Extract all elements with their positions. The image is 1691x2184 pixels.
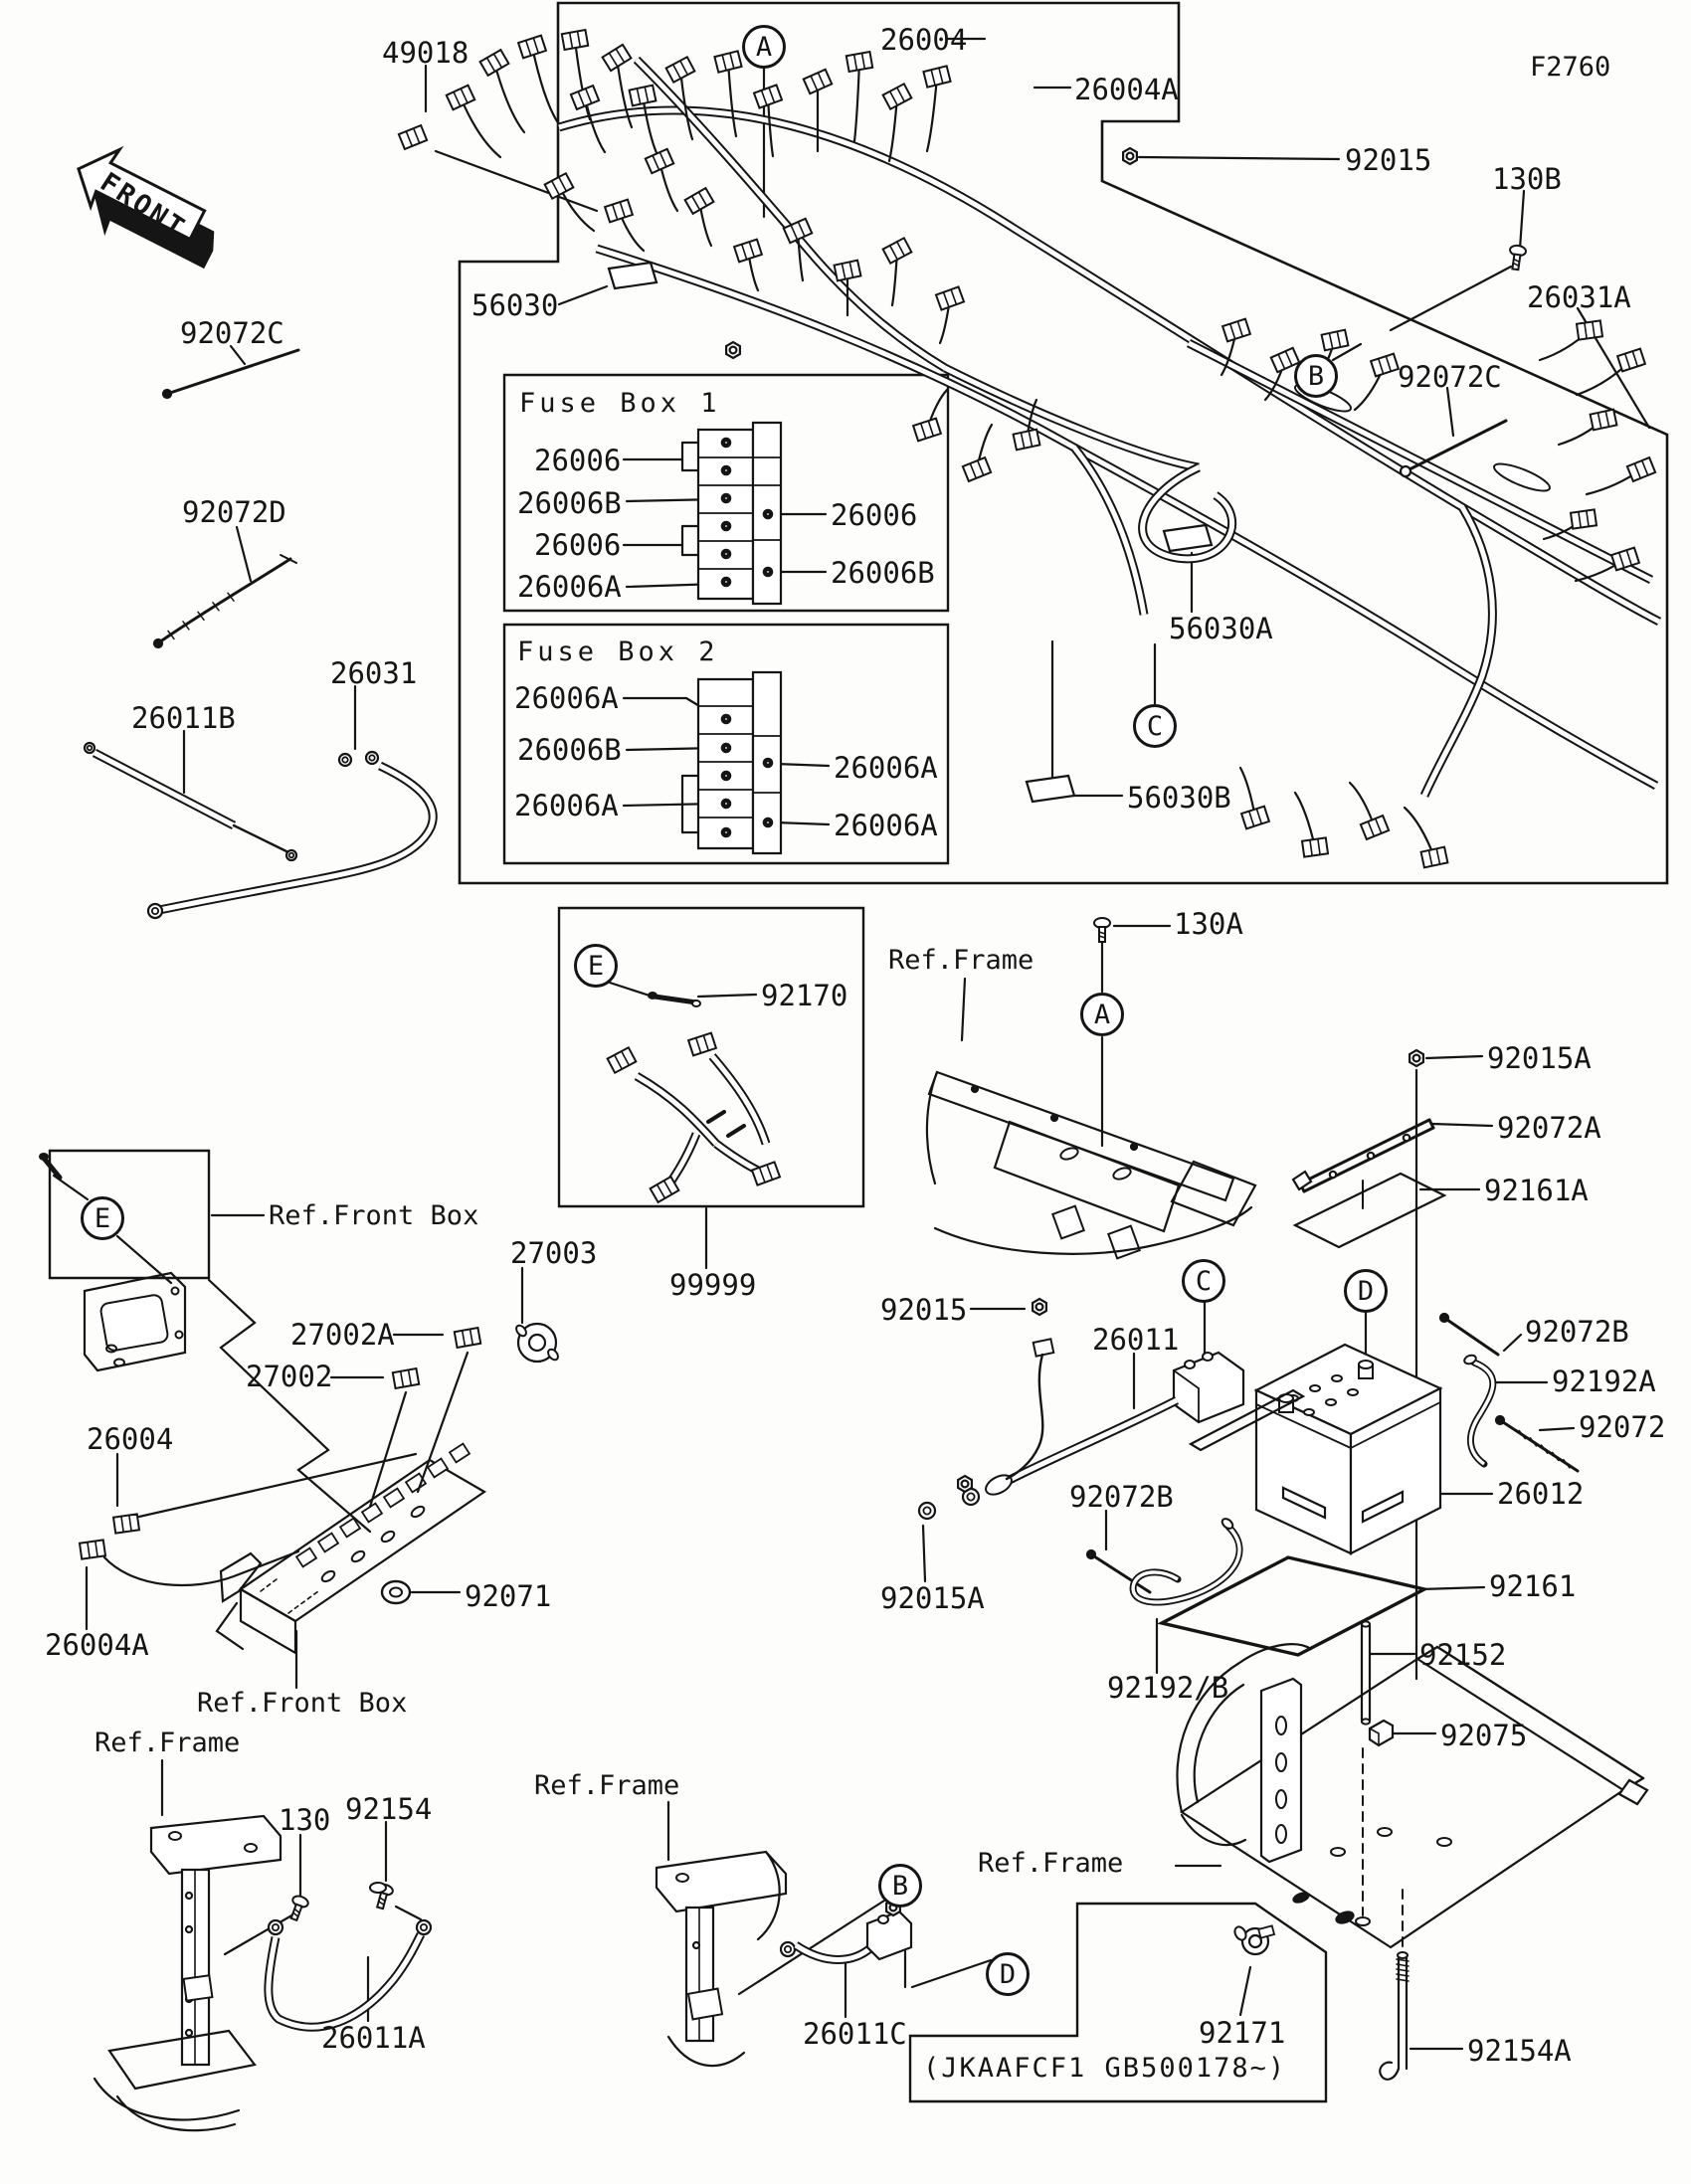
part-label-99999: 99999 xyxy=(669,1268,757,1302)
fb1-row-3: 26006 xyxy=(534,528,622,562)
part-label-92152: 92152 xyxy=(1419,1638,1507,1672)
fb2-row-1: 26006A xyxy=(514,681,619,715)
part-label-26011c: 26011C xyxy=(803,2017,907,2051)
part-label-130a: 130A xyxy=(1174,907,1243,941)
fb2-right-2: 26006A xyxy=(834,809,938,842)
fb2-row-2: 26006B xyxy=(517,733,622,767)
callout-circle-d-6: D xyxy=(1344,1269,1388,1313)
ref-frame-left: Ref.Frame xyxy=(94,1728,241,1758)
callout-circle-b-1: B xyxy=(1294,354,1338,398)
fb2-row-3: 26006A xyxy=(514,789,619,822)
part-label-26011: 26011 xyxy=(1092,1323,1180,1357)
fuse-box-1-title: Fuse Box 1 xyxy=(519,388,721,419)
callout-circle-e-3: E xyxy=(574,944,618,988)
fb1-row-1: 26006 xyxy=(534,444,622,477)
ref-frame-mid: Ref.Frame xyxy=(888,945,1034,976)
fb1-right-2: 26006B xyxy=(831,556,935,590)
part-label-26004a-top: 26004A xyxy=(1074,73,1179,106)
part-label-130: 130 xyxy=(279,1803,331,1837)
fb1-right-1: 26006 xyxy=(831,498,918,532)
part-label-92072c-right: 92072C xyxy=(1398,360,1502,394)
part-label-92170: 92170 xyxy=(761,979,848,1012)
part-label-92015a-right: 92015A xyxy=(1487,1041,1592,1075)
callout-circle-c-2: C xyxy=(1133,704,1177,748)
part-label-92072d: 92072D xyxy=(182,495,286,529)
part-label-26011a: 26011A xyxy=(321,2021,426,2055)
part-label-130b: 130B xyxy=(1492,162,1562,196)
part-label-26004a-mid: 26004A xyxy=(45,1628,149,1662)
part-label-49018: 49018 xyxy=(382,36,470,70)
part-label-92154: 92154 xyxy=(345,1792,433,1826)
part-label-92154a: 92154A xyxy=(1467,2034,1572,2068)
part-label-26011b: 26011B xyxy=(131,701,236,735)
part-label-56030: 56030 xyxy=(471,288,559,322)
part-label-27002: 27002 xyxy=(246,1360,333,1393)
part-label-56030b: 56030B xyxy=(1127,781,1231,815)
part-label-92161a: 92161A xyxy=(1484,1174,1589,1207)
front-direction-arrow xyxy=(57,137,235,283)
part-label-92072c-left: 92072C xyxy=(180,316,284,350)
part-label-92072b-mid: 92072B xyxy=(1069,1480,1174,1514)
ref-frame-right: Ref.Frame xyxy=(978,1848,1124,1879)
part-label-92192a: 92192A xyxy=(1552,1365,1656,1398)
fb2-right-1: 26006A xyxy=(834,751,938,785)
part-label-92171: 92171 xyxy=(1199,2016,1286,2050)
e-detail-box xyxy=(50,1151,209,1278)
callout-circle-b-8: B xyxy=(878,1864,922,1908)
part-label-27002a: 27002A xyxy=(290,1318,395,1352)
callout-circle-d-9: D xyxy=(986,1952,1030,1996)
callout-circle-e-7: E xyxy=(81,1196,124,1240)
part-label-26031: 26031 xyxy=(330,656,418,690)
part-label-26004-mid: 26004 xyxy=(87,1422,174,1456)
part-label-92015-mid: 92015 xyxy=(880,1293,968,1327)
part-label-92072: 92072 xyxy=(1579,1410,1666,1444)
callout-circle-a-0: A xyxy=(742,25,786,69)
callout-circle-c-5: C xyxy=(1182,1259,1225,1303)
part-label-56030a: 56030A xyxy=(1169,612,1273,645)
part-label-27003: 27003 xyxy=(510,1236,598,1270)
vin-note: (JKAAFCF1 GB500178~) xyxy=(923,2053,1287,2084)
page-code: F2760 xyxy=(1530,52,1611,83)
part-label-92192b: 92192/B xyxy=(1107,1671,1229,1705)
ref-frame-center: Ref.Frame xyxy=(534,1770,680,1801)
part-label-92072b-right: 92072B xyxy=(1525,1315,1629,1349)
part-label-26031a: 26031A xyxy=(1527,280,1631,314)
callout-circle-a-4: A xyxy=(1080,993,1124,1036)
part-label-92071: 92071 xyxy=(465,1579,552,1613)
ref-front-box-top: Ref.Front Box xyxy=(269,1200,479,1231)
fuse-box-2-title: Fuse Box 2 xyxy=(517,637,719,667)
part-label-92161: 92161 xyxy=(1489,1569,1577,1603)
ref-front-box-bottom: Ref.Front Box xyxy=(197,1688,408,1719)
svg-text:FRONT: FRONT xyxy=(94,166,192,246)
part-label-92072a: 92072A xyxy=(1497,1111,1601,1145)
part-label-26012: 26012 xyxy=(1497,1477,1585,1511)
part-label-92015a-mid: 92015A xyxy=(880,1581,985,1615)
part-label-92015-top: 92015 xyxy=(1345,143,1432,177)
part-label-26004-top: 26004 xyxy=(880,23,968,57)
fb1-row-4: 26006A xyxy=(517,570,622,604)
fb1-row-2: 26006B xyxy=(517,486,622,520)
part-label-92075: 92075 xyxy=(1440,1719,1528,1752)
